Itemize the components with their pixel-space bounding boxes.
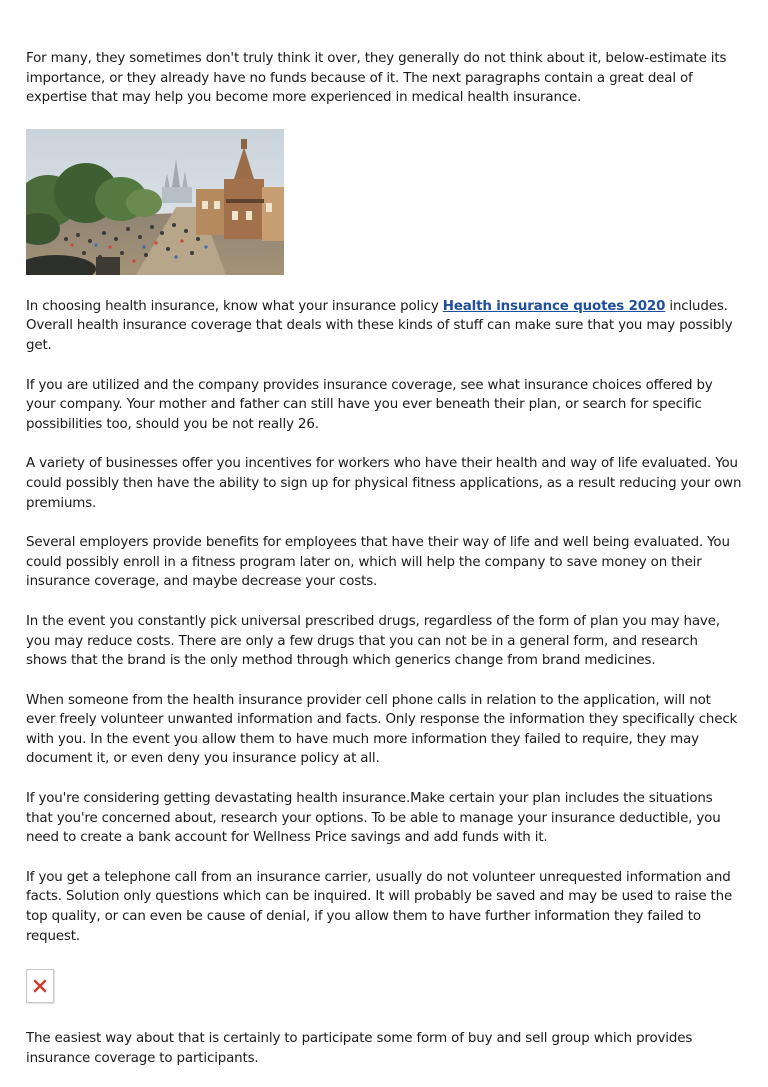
paragraph-1-text-after: includes. Overall health insurance coverage that deals with these kinds of stuff can make sure that you may possibly get.	[26, 298, 733, 353]
paragraph-4: Several employers provide benefits for employees that have their way of life and well being evaluated. You could possibly enroll in a fitness program later on, which will help the company to save money on their insurance coverage, and maybe decrease your costs.	[26, 535, 730, 590]
paragraph-6: When someone from the health insurance provider cell phone calls in relation to the application, will not ever freely volunteer unwanted information and facts. Only response the information they specifically check with you. In the event you allow them to have much more information they failed to require, they may document it, or even deny you insurance policy at all.	[26, 692, 738, 767]
theme-park-photo	[26, 129, 284, 275]
paragraph-1	[26, 297, 742, 356]
paragraph-3: A variety of businesses offer you incentives for workers who have their health and way of life evaluated. You could possibly then have the ability to sign up for physical fitness applications, as a result reducing your own premiums.	[26, 456, 742, 511]
paragraph-8: If you get a telephone call from an insurance carrier, usually do not volunteer unrequested information and facts. Solution only questions which can be inquired. It will probably be saved and may be used to raise the top quality, or can even be cause of denial, if you allow them to have further information they failed to request.	[26, 869, 733, 944]
paragraph-9: The easiest way about that is certainly to participate some form of buy and sell group which provides insurance coverage to participants.	[26, 1031, 693, 1066]
paragraph-2: If you are utilized and the company provides insurance coverage, see what insurance choices offered by your company. Your mother and father can still have you ever beneath their plan, or search for specific possibilities too, should you be not really 26.	[26, 377, 713, 432]
article-body	[26, 49, 742, 1068]
health-insurance-quotes-link[interactable]: Health insurance quotes 2020	[442, 298, 666, 314]
paragraph-1-text-before: In choosing health insurance, know what your insurance policy	[26, 298, 443, 314]
paragraph-7: If you're considering getting devastating health insurance.Make certain your plan includes the situations that you're concerned about, research your options. To be able to manage your insurance deductible, you need to create a bank account for Wellness Price savings and add funds with it.	[26, 791, 721, 846]
intro-paragraph: For many, they sometimes don't truly think it over, they generally do not think about it, below-estimate its importance, or they already have no funds because of it. The next paragraphs contain a great deal of expertise that may help you become more experienced in medical health insurance.	[26, 51, 727, 106]
paragraph-5: In the event you constantly pick universal prescribed drugs, regardless of the form of plan you may have, you may reduce costs. There are only a few drugs that you can not be in a general form, and research shows that the brand is the only method through which generics change from brand medicines.	[26, 613, 720, 669]
broken-image-icon	[26, 969, 54, 1003]
